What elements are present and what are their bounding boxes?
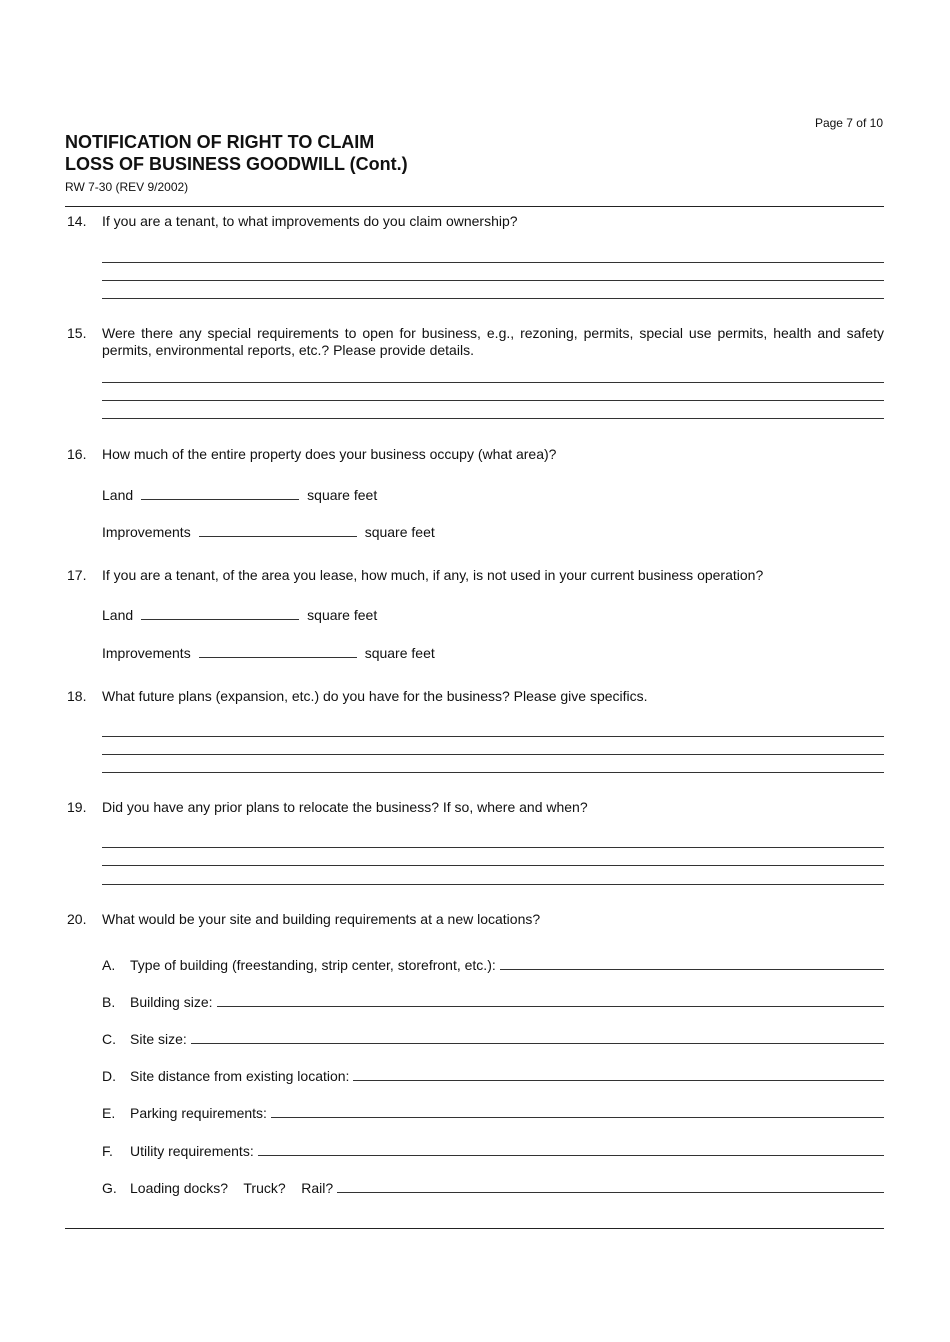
answer-line-14-2[interactable] [102, 280, 884, 281]
question-text: How much of the entire property does your business occupy (what area)? [102, 446, 557, 462]
question-number: 18. [67, 688, 87, 704]
unit-label: square feet [307, 607, 378, 623]
question-text: If you are a tenant, to what improvements do you claim ownership? [102, 213, 518, 229]
q16-land-row [102, 487, 377, 503]
loading-docks-field[interactable] [337, 1192, 884, 1193]
q17-land-row [102, 607, 377, 623]
question-number: 16. [67, 446, 87, 462]
question-number: 15. [67, 325, 87, 341]
item-letter: E. [102, 1105, 116, 1121]
footer-divider [65, 1228, 884, 1229]
item-letter: G. [102, 1180, 117, 1196]
building-type-field[interactable] [500, 969, 884, 970]
form-title [65, 131, 408, 175]
site-distance-field[interactable] [353, 1080, 884, 1081]
question-number: 14. [67, 213, 87, 229]
unit-label: square feet [364, 524, 435, 540]
q16-improvements-row [102, 524, 435, 540]
item-letter: F. [102, 1143, 113, 1159]
utility-requirements-field[interactable] [258, 1155, 884, 1156]
unit-label: square feet [307, 487, 378, 503]
q20-item-g [102, 1180, 884, 1196]
q16-land-field[interactable] [141, 499, 299, 500]
improvements-label: Improvements [102, 645, 191, 661]
unit-label: square feet [364, 645, 435, 661]
q17-improvements-field[interactable] [199, 657, 357, 658]
item-letter: A. [102, 957, 116, 973]
answer-line-19-3[interactable] [102, 884, 884, 885]
item-label: Site size: [130, 1031, 187, 1047]
q20-item-c [102, 1031, 884, 1047]
land-label: Land [102, 487, 134, 503]
answer-line-14-1[interactable] [102, 262, 884, 263]
land-label: Land [102, 607, 134, 623]
question-number: 17. [67, 567, 87, 583]
question-text: If you are a tenant, of the area you lease, how much, if any, is not used in your current business operation? [102, 567, 764, 583]
question-text: What would be your site and building requirements at a new locations? [102, 911, 541, 927]
answer-line-18-3[interactable] [102, 772, 884, 773]
item-letter: B. [102, 994, 116, 1010]
answer-line-18-1[interactable] [102, 736, 884, 737]
q20-item-b [102, 994, 884, 1010]
item-letter: D. [102, 1068, 116, 1084]
q20-item-f [102, 1143, 884, 1159]
q16-improvements-field[interactable] [199, 536, 357, 537]
form-number: RW 7-30 (REV 9/2002) [65, 180, 189, 194]
answer-line-15-2[interactable] [102, 400, 884, 401]
page-number: Page 7 of 10 [814, 116, 883, 130]
answer-line-19-1[interactable] [102, 847, 884, 848]
question-text: What future plans (expansion, etc.) do you have for the business? Please give specifics. [102, 688, 648, 704]
question-number: 19. [67, 799, 87, 815]
item-label: Utility requirements: [130, 1143, 254, 1159]
parking-requirements-field[interactable] [271, 1117, 884, 1118]
answer-line-14-3[interactable] [102, 298, 884, 299]
form-title-line-1: NOTIFICATION OF RIGHT TO CLAIM [65, 132, 375, 152]
header-divider [65, 206, 884, 207]
question-number: 20. [67, 911, 87, 927]
q17-land-field[interactable] [141, 619, 299, 620]
q20-item-a [102, 957, 884, 973]
item-letter: C. [102, 1031, 116, 1047]
q17-improvements-row [102, 645, 435, 661]
site-size-field[interactable] [191, 1043, 884, 1044]
question-text: Did you have any prior plans to relocate the business? If so, where and when? [102, 799, 588, 815]
item-label: Parking requirements: [130, 1105, 267, 1121]
item-label: Building size: [130, 994, 213, 1010]
answer-line-18-2[interactable] [102, 754, 884, 755]
q20-item-d [102, 1068, 884, 1084]
item-label: Type of building (freestanding, strip center, storefront, etc.): [130, 957, 496, 973]
form-title-line-2: LOSS OF BUSINESS GOODWILL (Cont.) [65, 154, 408, 174]
q20-item-e [102, 1105, 884, 1121]
building-size-field[interactable] [217, 1006, 885, 1007]
item-label: Loading docks? Truck? Rail? [130, 1180, 334, 1196]
answer-line-15-1[interactable] [102, 382, 884, 383]
question-text: Were there any special requirements to open for business, e.g., rezoning, permits, special use permits, health and safety permits, environmental reports, etc.? Please provide details. [102, 325, 884, 358]
item-label: Site distance from existing location: [130, 1068, 350, 1084]
answer-line-15-3[interactable] [102, 418, 884, 419]
answer-line-19-2[interactable] [102, 865, 884, 866]
improvements-label: Improvements [102, 524, 191, 540]
